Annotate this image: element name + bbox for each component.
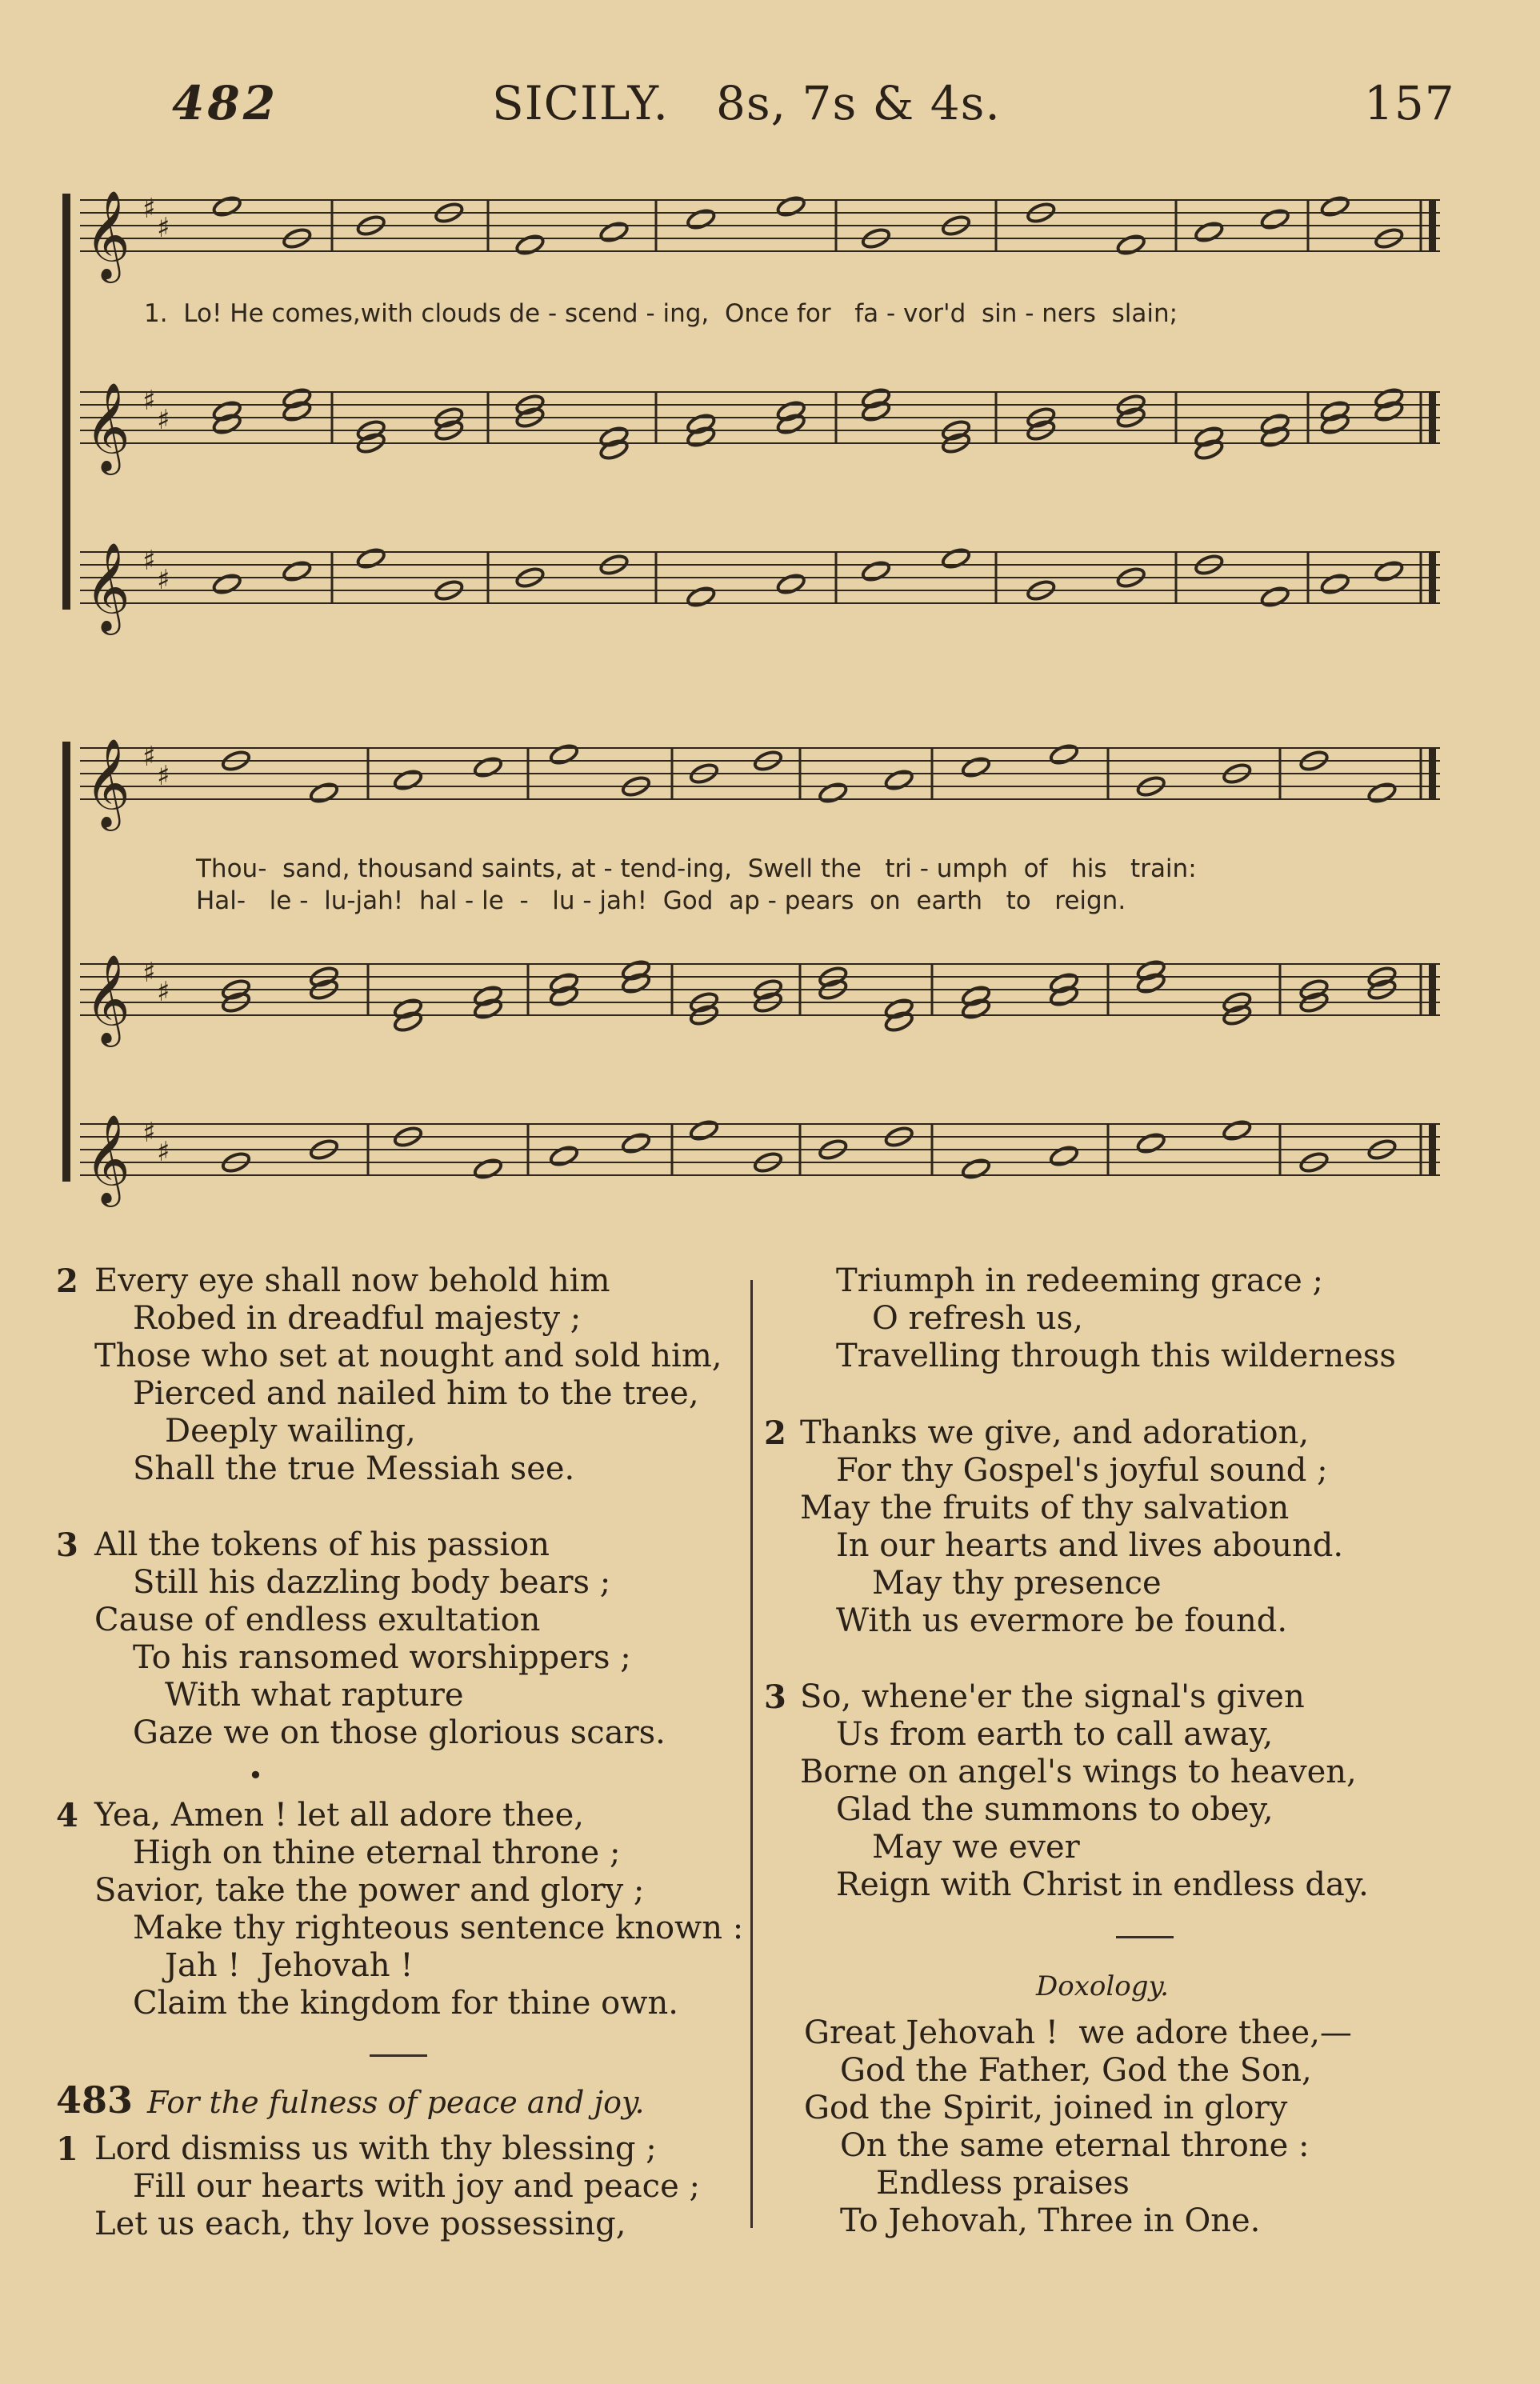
verse-number: 4 (56, 1797, 78, 1834)
verse-line: Let us each, thy love possessing, (94, 2206, 626, 2242)
verse-line: Make thy righteous sentence known : (133, 1910, 744, 1946)
verse-line: Deeply wailing, (165, 1413, 416, 1450)
note-head (549, 1144, 579, 1167)
section-rule (1116, 1936, 1174, 1938)
note-head (393, 997, 423, 1020)
hymn-483-number: 483 (56, 2078, 134, 2122)
note-head (393, 1010, 423, 1033)
verse-number: 2 (56, 1262, 78, 1300)
note-head (1222, 1118, 1252, 1142)
verse-line: With what rapture (165, 1677, 464, 1714)
sharp-icon: ♯ (142, 193, 156, 225)
page-number: 157 (1364, 76, 1455, 130)
note-head (884, 768, 914, 791)
verse-line: With us evermore be found. (836, 1602, 1288, 1639)
note-head (861, 386, 891, 410)
verse-line: May the fruits of thy salvation (800, 1490, 1290, 1526)
clef-icon: 𝄞 (85, 190, 130, 279)
note-head (941, 546, 971, 570)
verse-line: Shall the true Messiah see. (133, 1450, 575, 1487)
note-head (621, 971, 651, 994)
note-head (776, 399, 806, 422)
lyrics-line-1: 1. Lo! He comes,with clouds de - scend - ing, Once for fa - vor'd sin - ners slain; (144, 299, 1178, 328)
clef-icon: 𝄞 (85, 542, 130, 631)
note-head (1260, 207, 1290, 230)
clef-icon: 𝄞 (85, 1114, 130, 1203)
sharp-icon: ♯ (142, 1117, 156, 1149)
note-head (1374, 399, 1404, 422)
sharp-icon: ♯ (142, 385, 156, 417)
verse-line: Glad the summons to obey, (836, 1791, 1274, 1828)
note-head (1374, 386, 1404, 410)
note-head (1194, 220, 1224, 243)
note-head (1049, 1144, 1079, 1167)
verse-line: Fill our hearts with joy and peace ; (133, 2168, 700, 2205)
note-head (621, 1131, 651, 1154)
verse-line: All the tokens of his passion (94, 1526, 550, 1563)
verse-line: Gaze we on those glorious scars. (133, 1714, 666, 1751)
note-head (1320, 572, 1350, 595)
note-head (884, 1010, 914, 1033)
note-head (961, 997, 991, 1020)
verse-line: Robed in dreadful majesty ; (133, 1300, 582, 1337)
note-head (776, 572, 806, 595)
note-head (1194, 425, 1224, 448)
lyrics-line-2a: Thou- sand, thousand saints, at - tend-ing, Swell the tri - umph of his train: (196, 854, 1197, 883)
note-head (356, 546, 386, 570)
hymn-483-heading (56, 2078, 645, 2122)
clef-icon: 𝄞 (85, 382, 130, 471)
tune-name: SICILY. (492, 76, 669, 130)
sharp-icon: ♯ (157, 212, 170, 244)
verse-line: Lord dismiss us with thy blessing ; (94, 2130, 657, 2167)
sharp-icon: ♯ (157, 760, 170, 792)
meter: 8s, 7s & 4s. (716, 76, 1001, 130)
hymn-483-title: For the fulness of peace and joy. (147, 2085, 645, 2120)
note-head (309, 781, 339, 804)
verse-line: Cause of endless exultation (94, 1602, 541, 1638)
verse-line: Jah ! Jehovah ! (165, 1947, 414, 1984)
note-head (1260, 585, 1290, 608)
sharp-icon: ♯ (142, 545, 156, 577)
note-head (282, 559, 312, 582)
final-barline (1429, 392, 1436, 443)
verse-line: Those who set at nought and sold him, (94, 1338, 722, 1374)
clef-icon: 𝄞 (85, 954, 130, 1043)
verse-line: Reign with Christ in endless day. (836, 1866, 1369, 1903)
note-head (961, 984, 991, 1007)
final-barline (1429, 1124, 1436, 1175)
note-head (818, 781, 848, 804)
note-head (1136, 958, 1166, 982)
note-head (1049, 971, 1079, 994)
note-head (549, 971, 579, 994)
verse-line: Borne on angel's wings to heaven, (800, 1754, 1357, 1790)
note-head (686, 585, 716, 608)
doxology-title: Doxology. (1036, 1970, 1169, 2002)
doxology-line: Endless praises (876, 2165, 1130, 2202)
note-head (621, 958, 651, 982)
note-head (1136, 1131, 1166, 1154)
note-head (393, 768, 423, 791)
note-head (549, 984, 579, 1007)
note-head (212, 572, 242, 595)
final-barline (1429, 200, 1436, 251)
verse-line: Triumph in redeeming grace ; (836, 1262, 1324, 1299)
verse-number: 2 (764, 1414, 786, 1452)
verse-line: For thy Gospel's joyful sound ; (836, 1452, 1328, 1489)
verse-line: Thanks we give, and adoration, (800, 1414, 1310, 1451)
note-head (776, 412, 806, 435)
note-head (1136, 971, 1166, 994)
note-head (514, 233, 545, 256)
note-head (598, 425, 629, 448)
note-head (686, 425, 716, 448)
verse-line: Claim the kingdom for thine own. (133, 1985, 678, 2022)
doxology-line: On the same eternal throne : (840, 2127, 1310, 2164)
verse-line: So, whene'er the signal's given (800, 1678, 1305, 1715)
hymn-number: 482 (172, 76, 279, 130)
final-barline (1429, 748, 1436, 799)
verse-number: 3 (764, 1678, 786, 1716)
note-head (1320, 399, 1350, 422)
verse-line: Us from earth to call away, (836, 1716, 1274, 1753)
note-head (549, 742, 579, 766)
verse-line: In our hearts and lives abound. (836, 1527, 1344, 1564)
note-head (861, 559, 891, 582)
verse-line: May we ever (872, 1829, 1080, 1866)
doxology-line: Great Jehovah ! we adore thee,— (804, 2014, 1352, 2051)
verse-line: High on thine eternal throne ; (133, 1834, 621, 1871)
final-barline (1429, 964, 1436, 1015)
verse-line: Travelling through this wilderness (836, 1338, 1396, 1374)
note-head (961, 755, 991, 778)
note-head (212, 412, 242, 435)
note-head (282, 386, 312, 410)
verse-line: Pierced and nailed him to the tree, (133, 1375, 699, 1412)
section-rule (370, 2054, 427, 2057)
verse-line: O refresh us, (872, 1300, 1083, 1337)
verse-line: Savior, take the power and glory ; (94, 1872, 645, 1909)
note-head (1374, 559, 1404, 582)
note-head (1320, 412, 1350, 435)
sharp-icon: ♯ (157, 404, 170, 436)
note-head (1366, 781, 1397, 804)
verse-line: May thy presence (872, 1565, 1162, 1602)
verse-line: Still his dazzling body bears ; (133, 1564, 611, 1601)
ornament-dot: • (248, 1760, 263, 1790)
note-head (473, 997, 503, 1020)
note-head (598, 220, 629, 243)
note-head (212, 399, 242, 422)
lyrics-line-2b: Hal- le - lu-jah! hal - le - lu - jah! God ap - pears on earth to reign. (196, 886, 1126, 915)
doxology-line: God the Father, God the Son, (840, 2052, 1312, 2089)
note-head (689, 1118, 719, 1142)
note-head (884, 997, 914, 1020)
column-divider (750, 1280, 753, 2228)
note-head (1320, 194, 1350, 218)
note-head (1260, 425, 1290, 448)
note-head (1260, 412, 1290, 435)
note-head (473, 1157, 503, 1180)
sharp-icon: ♯ (157, 976, 170, 1008)
system-bracket (62, 742, 70, 1182)
note-head (473, 984, 503, 1007)
system-bracket (62, 194, 70, 610)
note-head (1194, 438, 1224, 461)
verse-line: To his ransomed worshippers ; (133, 1639, 631, 1676)
note-head (212, 194, 242, 218)
note-head (1116, 233, 1146, 256)
note-head (598, 438, 629, 461)
note-head (1049, 984, 1079, 1007)
note-head (776, 194, 806, 218)
sharp-icon: ♯ (157, 1136, 170, 1168)
doxology-line: To Jehovah, Three in One. (840, 2202, 1261, 2239)
final-barline (1429, 552, 1436, 603)
verse-line: Every eye shall now behold him (94, 1262, 610, 1299)
doxology-line: God the Spirit, joined in glory (804, 2090, 1288, 2126)
verse-number: 1 (56, 2130, 78, 2168)
note-head (473, 755, 503, 778)
sharp-icon: ♯ (157, 564, 170, 596)
verse-number: 3 (56, 1526, 78, 1564)
sharp-icon: ♯ (142, 741, 156, 773)
note-head (282, 399, 312, 422)
verse-line: Yea, Amen ! let all adore thee, (94, 1797, 584, 1834)
note-head (686, 412, 716, 435)
sharp-icon: ♯ (142, 957, 156, 989)
note-head (861, 399, 891, 422)
clef-icon: 𝄞 (85, 738, 130, 827)
note-head (961, 1157, 991, 1180)
note-head (1049, 742, 1079, 766)
note-head (686, 207, 716, 230)
